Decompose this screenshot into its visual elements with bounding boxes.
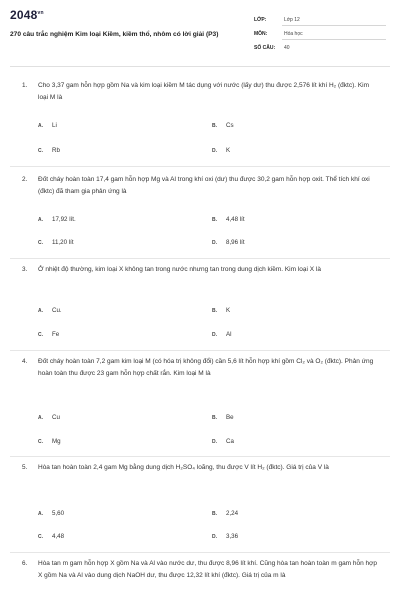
option-letter: C.	[38, 534, 43, 540]
option-letter: C.	[38, 439, 43, 445]
option-a[interactable]	[38, 510, 64, 517]
option-letter: C.	[38, 148, 43, 154]
option-letter: D.	[212, 439, 217, 445]
meta-grade-label: LỚP:	[254, 17, 267, 23]
option-letter: B.	[212, 217, 217, 223]
site-logo[interactable]	[10, 8, 44, 22]
question-text: Đốt cháy hoàn toàn 7,2 gam kim loại M (có hóa trị không đổi) cần 5,6 lít hỗn hợp khí gồm Cl₂ và O₂ (đktc). Phản ứng hoàn toàn thu được 23 gam hỗn hợp chất rắn. Kim loại M là	[38, 358, 374, 377]
meta-subject-label: MÔN:	[254, 31, 268, 37]
option-c[interactable]	[38, 533, 64, 540]
option-b[interactable]	[212, 216, 245, 223]
option-b[interactable]	[212, 510, 238, 517]
header-divider	[10, 66, 390, 67]
option-a[interactable]	[38, 122, 57, 129]
option-text: 17,92 lít.	[52, 216, 76, 223]
option-letter: B.	[212, 511, 217, 517]
option-a[interactable]	[38, 307, 62, 314]
meta-divider	[282, 39, 386, 40]
option-d[interactable]	[212, 331, 232, 338]
question-number: 4.	[22, 358, 28, 365]
logo-suffix: vn	[37, 10, 44, 16]
document-title: 270 câu trắc nghiệm Kim loại Kiềm, kiềm thổ, nhôm có lời giải (P3)	[10, 31, 219, 38]
option-text: 4,48 lít	[226, 216, 245, 223]
option-text: Cs	[226, 122, 234, 129]
question-divider	[10, 258, 390, 259]
logo-text: 2048	[10, 8, 38, 22]
question-text: Hòa tan hoàn toàn 2,4 gam Mg bằng dung dịch H₂SO₄ loãng, thu được V lít H₂ (đktc). Giá trị của V là	[38, 464, 329, 471]
option-text: Be	[226, 414, 234, 421]
option-letter: A.	[38, 217, 43, 223]
question-divider	[10, 166, 390, 167]
option-a[interactable]	[38, 414, 60, 421]
option-b[interactable]	[212, 122, 234, 129]
option-text: 8,96 lít	[226, 239, 245, 246]
option-letter: A.	[38, 123, 43, 129]
option-d[interactable]	[212, 147, 230, 154]
option-b[interactable]	[212, 307, 230, 314]
option-text: 11,20 lít	[52, 239, 74, 246]
option-a[interactable]	[38, 216, 76, 223]
question-number: 5.	[22, 464, 28, 471]
question-number: 3.	[22, 266, 28, 273]
question-number: 6.	[22, 560, 28, 567]
document-header	[0, 0, 400, 62]
option-letter: D.	[212, 534, 217, 540]
option-text: Al	[226, 331, 232, 338]
option-c[interactable]	[38, 438, 61, 445]
question-divider	[10, 350, 390, 351]
option-text: Cu	[52, 414, 60, 421]
question-text: Ở nhiệt độ thường, kim loại X không tan trong nước nhưng tan trong dung dịch kiềm. Kim loại X là	[38, 266, 321, 273]
option-text: K	[226, 147, 231, 154]
option-text: Cu.	[52, 307, 62, 314]
meta-count-value: 40	[284, 45, 290, 51]
option-text: 3,36	[226, 533, 239, 540]
question-divider	[10, 456, 390, 457]
option-c[interactable]	[38, 239, 74, 246]
option-letter: D.	[212, 332, 217, 338]
question-divider	[10, 552, 390, 553]
option-c[interactable]	[38, 147, 60, 154]
option-letter: D.	[212, 148, 217, 154]
option-letter: A.	[38, 511, 43, 517]
option-letter: A.	[38, 308, 43, 314]
option-text: 4,48	[52, 533, 65, 540]
option-letter: C.	[38, 332, 43, 338]
option-letter: A.	[38, 415, 43, 421]
option-d[interactable]	[212, 239, 245, 246]
option-c[interactable]	[38, 331, 59, 338]
meta-grade-value: Lớp 12	[284, 17, 300, 23]
option-letter: B.	[212, 308, 217, 314]
meta-subject-value: Hóa học	[284, 31, 303, 37]
option-letter: B.	[212, 415, 217, 421]
option-text: Ca	[226, 438, 234, 445]
option-text: 5,60	[52, 510, 65, 517]
meta-count-label: SỐ CÂU:	[254, 45, 276, 51]
option-text: Mg	[52, 438, 61, 445]
option-text: Rb	[52, 147, 60, 154]
option-text: 2,24	[226, 510, 239, 517]
option-text: Li	[52, 122, 57, 129]
question-number: 2.	[22, 176, 28, 183]
question-text: Cho 3,37 gam hỗn hợp gồm Na và kim loại kiềm M tác dụng với nước (lấy dư) thu được 2,576 lít khí H₂ (đktc). Kim loại M là	[38, 82, 370, 101]
option-letter: D.	[212, 240, 217, 246]
option-letter: B.	[212, 123, 217, 129]
option-text: Fe	[52, 331, 60, 338]
option-letter: C.	[38, 240, 43, 246]
question-text: Hòa tan m gam hỗn hợp X gồm Na và Al vào nước dư, thu được 8,96 lít khí. Cũng hòa tan hoàn toàn m gam hỗn hợp X gồm Na và Al vào dung dịch NaOH dư, thu được 12,32 lít khí (đktc). Giá trị của m là	[38, 560, 378, 579]
question-text: Đốt cháy hoàn toàn 17,4 gam hỗn hợp Mg và Al trong khí oxi (dư) thu được 30,2 gam hỗn hợp oxit. Thể tích khí oxi (đktc) đã tham gia phản ứng là	[38, 176, 370, 195]
option-text: K	[226, 307, 231, 314]
option-d[interactable]	[212, 533, 238, 540]
option-b[interactable]	[212, 414, 234, 421]
meta-divider	[282, 25, 386, 26]
option-d[interactable]	[212, 438, 234, 445]
question-number: 1.	[22, 82, 28, 89]
